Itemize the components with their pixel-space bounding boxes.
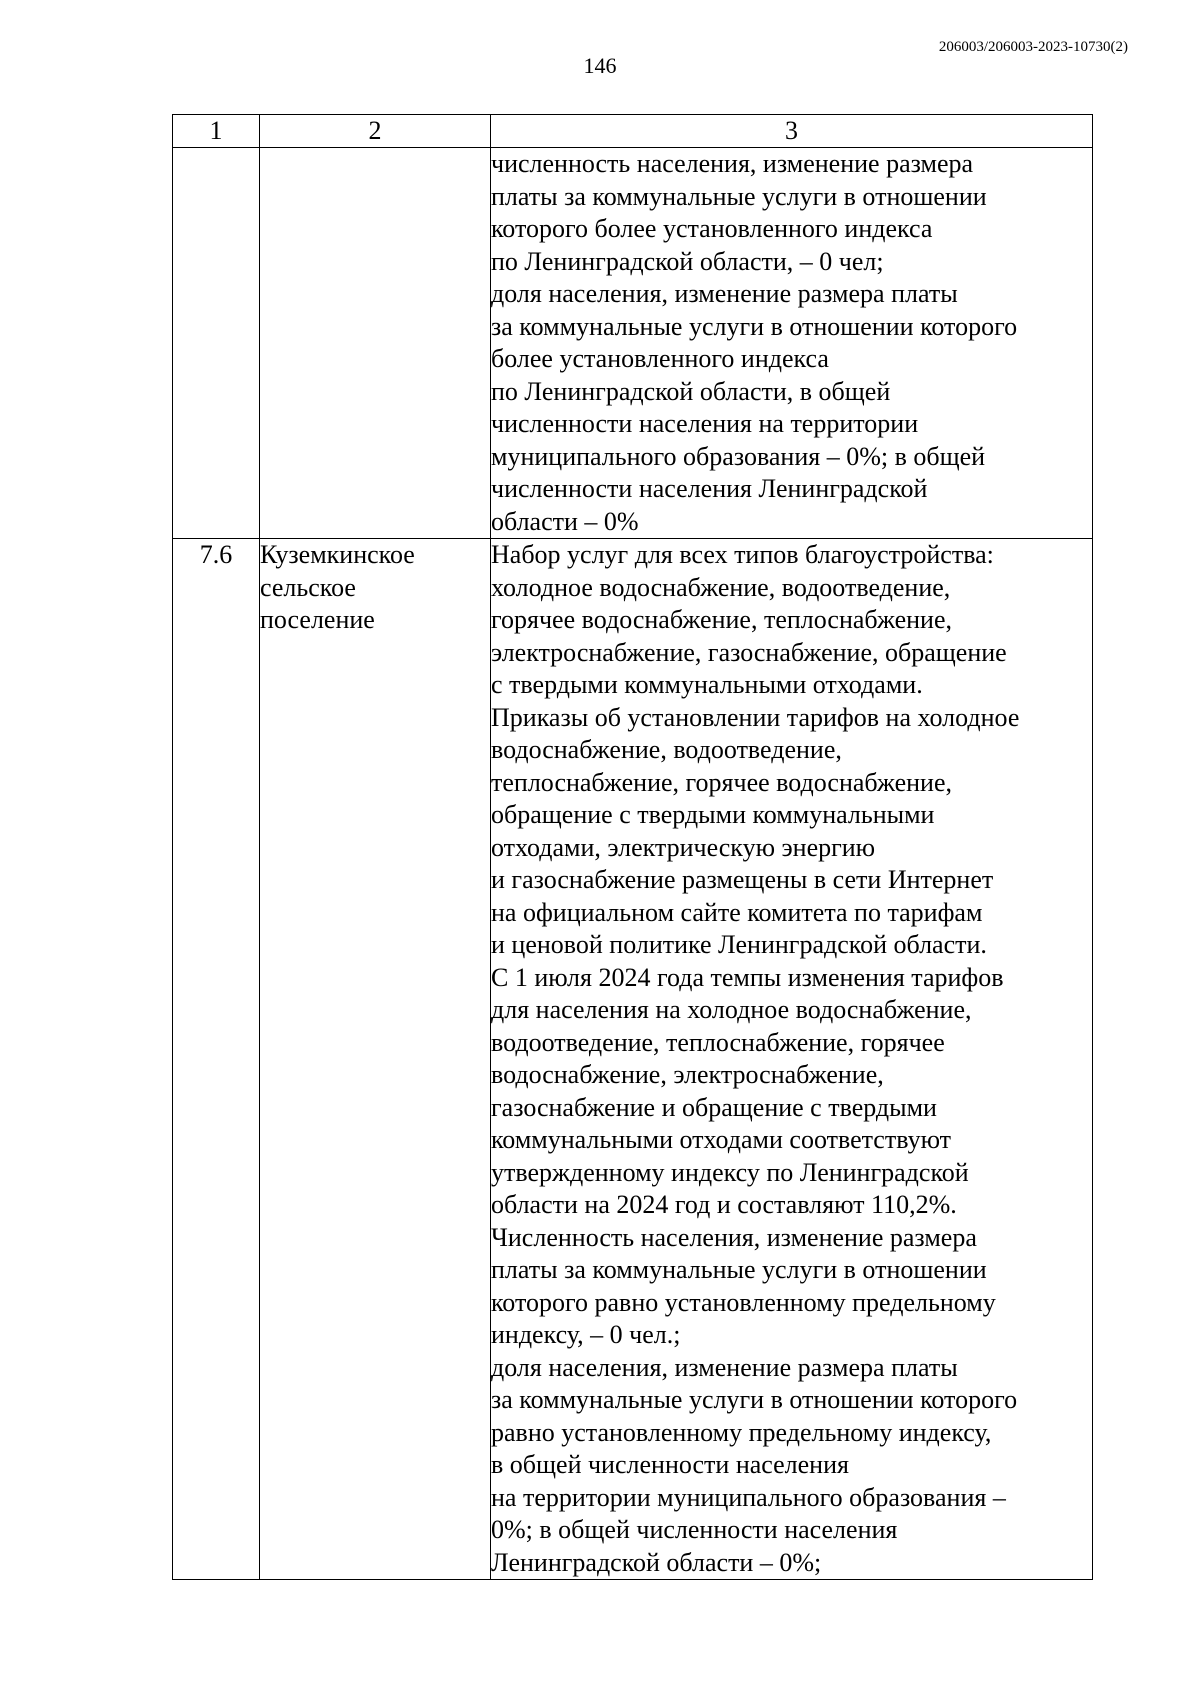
- description-line: области – 0%: [491, 506, 639, 536]
- column-header-2: 2: [260, 115, 491, 148]
- description-line: водоснабжение, электроснабжение,: [491, 1060, 884, 1089]
- description-line: 0%; в общей численности населения: [491, 1515, 898, 1544]
- description-line: Численность населения, изменение размера: [491, 1222, 977, 1252]
- description-line: Приказы об установлении тарифов на холодное: [491, 702, 1020, 732]
- column-header-3: 3: [491, 115, 1093, 148]
- description-line: платы за коммунальные услуги в отношении: [491, 1255, 987, 1284]
- municipality-name-line: поселение: [260, 605, 375, 634]
- municipality-name-cell: [260, 148, 491, 539]
- description-line: Ленинградской области – 0%;: [491, 1547, 822, 1577]
- description-line: которого более установленного индекса: [491, 214, 933, 243]
- table-row: [173, 148, 1093, 539]
- description-line: отходами, электрическую энергию: [491, 832, 876, 862]
- description-line: холодное водоснабжение, водоотведение,: [491, 572, 951, 602]
- description-line: с твердыми коммунальными отходами.: [491, 670, 923, 699]
- description-line: за коммунальные услуги в отношении которого: [491, 311, 1018, 341]
- description-line: за коммунальные услуги в отношении которого: [491, 1385, 1018, 1414]
- description-line: области на 2024 год и составляют 110,2%.: [491, 1190, 957, 1219]
- description-line: в общей численности населения: [491, 1450, 849, 1479]
- description-cell: [491, 148, 1093, 539]
- tariff-table: [172, 114, 1093, 1580]
- description-line: численность населения, изменение размера: [491, 149, 974, 178]
- description-line: по Ленинградской области, в общей: [491, 376, 891, 406]
- document-number: 206003/206003-2023-10730(2): [938, 39, 1128, 55]
- table-header: [173, 115, 1093, 148]
- description-line: доля населения, изменение размера платы: [491, 1352, 958, 1382]
- description-line: численности населения на территории: [491, 409, 919, 438]
- description-line: обращение с твердыми коммунальными: [491, 800, 935, 829]
- description-line: Набор услуг для всех типов благоустройства:: [491, 540, 994, 569]
- page-number: 146: [583, 53, 617, 78]
- description-line: платы за коммунальные услуги в отношении: [491, 181, 987, 211]
- description-line: электроснабжение, газоснабжение, обращение: [491, 637, 1007, 667]
- description-line: коммунальными отходами соответствуют: [491, 1125, 952, 1154]
- description-line: С 1 июля 2024 года темпы изменения тарифов: [491, 962, 1004, 992]
- description-line: теплоснабжение, горячее водоснабжение,: [491, 767, 953, 797]
- column-header-1: 1: [173, 115, 260, 148]
- municipality-name-line: сельское: [260, 572, 356, 602]
- table-row: [173, 539, 1093, 1580]
- description-line: утвержденному индексу по Ленинградской: [491, 1157, 969, 1187]
- description-line: муниципального образования – 0%; в общей: [491, 441, 986, 471]
- description-line: водоснабжение, водоотведение,: [491, 735, 842, 764]
- table-header-row: [173, 115, 1093, 148]
- description-line: для населения на холодное водоснабжение,: [491, 995, 972, 1024]
- description-line: численности населения Ленинградской: [491, 474, 928, 503]
- description-line: газоснабжение и обращение с твердыми: [491, 1092, 937, 1122]
- description-cell: [491, 539, 1093, 1580]
- description-line: которого равно установленному предельному: [491, 1287, 996, 1317]
- description-line: индексу, – 0 чел.;: [491, 1320, 681, 1349]
- description-line: водоотведение, теплоснабжение, горячее: [491, 1027, 945, 1057]
- description-line: и ценовой политике Ленинградской области.: [491, 930, 987, 959]
- description-line: более установленного индекса: [491, 344, 829, 373]
- description-line: и газоснабжение размещены в сети Интернет: [491, 865, 994, 894]
- table-body: [173, 148, 1093, 1580]
- description-line: доля населения, изменение размера платы: [491, 279, 958, 308]
- description-line: на официальном сайте комитета по тарифам: [491, 897, 983, 927]
- description-line: равно установленному предельному индексу,: [491, 1417, 992, 1447]
- municipality-name-cell: [260, 539, 491, 1580]
- description-line: на территории муниципального образования –: [491, 1482, 1006, 1512]
- row-number-cell: 7.6: [173, 539, 260, 1580]
- row-number-cell: [173, 148, 260, 539]
- municipality-name-line: Куземкинское: [260, 540, 415, 569]
- description-line: горячее водоснабжение, теплоснабжение,: [491, 605, 953, 634]
- description-line: по Ленинградской области, – 0 чел;: [491, 246, 884, 276]
